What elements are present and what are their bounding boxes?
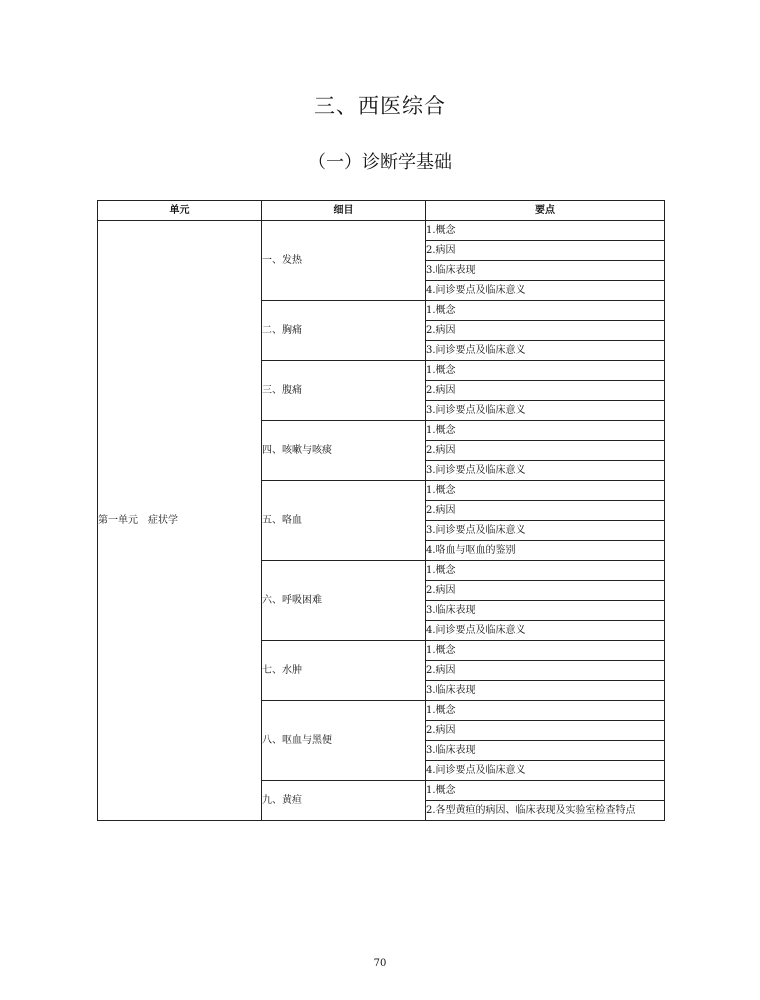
point-cell: 2.病因	[426, 441, 665, 461]
point-cell: 2.病因	[426, 661, 665, 681]
point-cell: 3.问诊要点及临床意义	[426, 521, 665, 541]
item-cell: 八、呕血与黑便	[262, 701, 426, 781]
point-cell: 1.概念	[426, 481, 665, 501]
point-cell: 3.临床表现	[426, 261, 665, 281]
point-cell: 2.病因	[426, 241, 665, 261]
point-cell: 2.病因	[426, 581, 665, 601]
point-cell: 4.问诊要点及临床意义	[426, 621, 665, 641]
point-cell: 1.概念	[426, 701, 665, 721]
syllabus-table	[97, 200, 665, 821]
item-cell: 三、腹痛	[262, 361, 426, 421]
point-cell: 2.病因	[426, 501, 665, 521]
point-cell: 3.问诊要点及临床意义	[426, 401, 665, 421]
table-header-row	[98, 201, 665, 221]
point-cell: 4.问诊要点及临床意义	[426, 761, 665, 781]
item-cell: 五、咯血	[262, 481, 426, 561]
header-point: 要点	[426, 201, 665, 221]
item-cell: 七、水肿	[262, 641, 426, 701]
point-cell: 1.概念	[426, 361, 665, 381]
point-cell: 3.临床表现	[426, 681, 665, 701]
item-cell: 二、胸痛	[262, 301, 426, 361]
item-cell: 九、黄疸	[262, 781, 426, 821]
point-cell: 1.概念	[426, 641, 665, 661]
point-cell: 3.临床表现	[426, 741, 665, 761]
point-cell: 4.问诊要点及临床意义	[426, 281, 665, 301]
point-cell: 1.概念	[426, 561, 665, 581]
page-number: 70	[373, 958, 387, 969]
point-cell: 4.咯血与呕血的鉴别	[426, 541, 665, 561]
point-cell: 1.概念	[426, 421, 665, 441]
point-cell: 1.概念	[426, 221, 665, 241]
item-cell: 六、呼吸困难	[262, 561, 426, 641]
table-row	[98, 221, 665, 241]
item-cell: 四、咳嗽与咳痰	[262, 421, 426, 481]
point-cell: 2.病因	[426, 721, 665, 741]
point-cell: 2.病因	[426, 321, 665, 341]
point-cell: 3.问诊要点及临床意义	[426, 341, 665, 361]
table-body	[98, 221, 665, 821]
point-cell: 3.问诊要点及临床意义	[426, 461, 665, 481]
section-subtitle: （一）诊断学基础	[308, 152, 452, 173]
point-cell: 1.概念	[426, 301, 665, 321]
point-cell: 1.概念	[426, 781, 665, 801]
page-title: 三、西医综合	[314, 94, 446, 118]
point-cell: 3.临床表现	[426, 601, 665, 621]
header-item: 细目	[262, 201, 426, 221]
unit-cell: 第一单元 症状学	[98, 221, 262, 821]
point-cell: 2.各型黄疸的病因、临床表现及实验室检查特点	[426, 801, 665, 821]
point-cell: 2.病因	[426, 381, 665, 401]
item-cell: 一、发热	[262, 221, 426, 301]
header-unit: 单元	[98, 201, 262, 221]
